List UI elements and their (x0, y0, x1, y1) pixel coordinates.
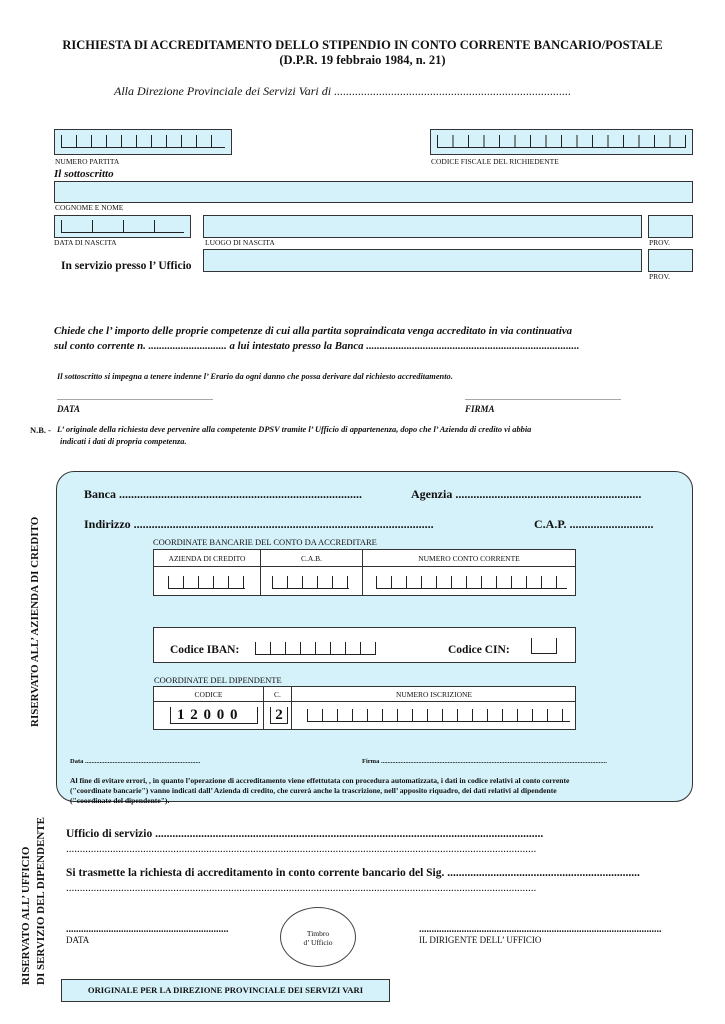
request-line-2: sul conto corrente n. ............................. a lui intestato presso la Banca ............................................................................... (54, 340, 580, 352)
numero-partita-field[interactable] (54, 129, 232, 155)
office-data-label: DATA (66, 935, 90, 945)
cab-input[interactable] (272, 576, 349, 589)
conto-input[interactable] (376, 576, 567, 589)
coord-bancarie-title: COORDINATE BANCARIE DEL CONTO DA ACCREDITARE (153, 537, 377, 547)
bank-data-line[interactable]: Data ....................................................................... (70, 758, 201, 765)
office-side-label-2: DI SERVIZIO DEL DIPENDENTE (35, 816, 47, 985)
bank-firma-line[interactable]: Firma ........................................................................................................................................... (362, 758, 607, 765)
coord-dip-table (153, 686, 576, 730)
impegno-text: Il sottoscritto si impegna a tenere indenne l’ Erario da ogni danno che possa derivare dal richiesto accreditamento. (57, 372, 453, 381)
trasmette-line[interactable]: Si trasmette la richiesta di accreditamento in conto corrente bancario del Sig. ................................................................... (66, 867, 640, 879)
codice-fiscale-label: CODICE FISCALE DEL RICHIEDENTE (431, 157, 559, 166)
numero-partita-label: NUMERO PARTITA (55, 157, 120, 166)
luogo-nascita-label: LUOGO DI NASCITA (205, 238, 275, 247)
coord-bancarie-table (153, 549, 576, 596)
c-value: 2 (275, 707, 283, 723)
ufficio-field[interactable] (203, 249, 642, 272)
nb-line-2: indicati i dati di propria competenza. (60, 437, 187, 446)
dots-line-2: ........................................................................................................................................................................... (66, 882, 537, 894)
data-label: DATA (57, 404, 81, 414)
sottoscritto-label: Il sottoscritto (54, 168, 114, 180)
form-title: RICHIESTA DI ACCREDITAMENTO DELLO STIPENDIO IN CONTO CORRENTE BANCARIO/POSTALE (62, 38, 663, 52)
form-subtitle: (D.P.R. 19 febbraio 1984, n. 21) (279, 53, 446, 67)
cin-input[interactable] (531, 638, 557, 654)
azienda-input[interactable] (168, 576, 245, 589)
nb-line-1: L’ originale della richiesta deve pervenire alla competente DPSV tramite l’ Ufficio di appartenenza, dopo che l’ Azienda di credito vi abbia (57, 425, 532, 434)
coord-dip-title: COORDINATE DEL DIPENDENTE (154, 675, 282, 685)
col-azienda-header: AZIENDA DI CREDITO (168, 554, 246, 563)
dirigente-label: IL DIRIGENTE DELL’ UFFICIO (419, 935, 542, 945)
indirizzo-line[interactable]: Indirizzo .................................................................................................... (84, 517, 434, 531)
addressee-line: Alla Direzione Provinciale dei Servizi Vari di ............................................................................... (114, 84, 572, 98)
firma-label: FIRMA (465, 404, 495, 414)
cap-line[interactable]: C.A.P. ............................ (534, 517, 654, 531)
prov-nascita-field[interactable] (648, 215, 693, 238)
luogo-nascita-field[interactable] (203, 215, 642, 238)
data-nascita-field[interactable] (54, 215, 191, 238)
bank-side-label: RISERVATO ALL’ AZIENDA DI CREDITO (29, 516, 41, 727)
data-nascita-label: DATA DI NASCITA (54, 238, 117, 247)
col-cab-header: C.A.B. (300, 554, 323, 563)
cognome-nome-field[interactable] (54, 181, 693, 203)
codice-input[interactable] (170, 707, 258, 724)
cognome-nome-label: COGNOME E NOME (55, 203, 124, 212)
col-c-header: C. (274, 690, 281, 699)
prov-ufficio-label: PROV. (649, 272, 670, 281)
office-side-label-1: RISERVATO ALL’ UFFICIO (20, 846, 32, 985)
servizio-label: In servizio presso l’ Ufficio (61, 260, 192, 272)
firma-dots: .............................................................................. (465, 393, 621, 402)
prov-ufficio-field[interactable] (648, 249, 693, 272)
codice-value: 1 2 0 0 0 (177, 707, 239, 723)
agenzia-line[interactable]: Agenzia .............................................................. (411, 487, 642, 501)
nb-prefix: N.B. - (30, 425, 52, 435)
timbro-line-1: Timbro (306, 929, 330, 938)
ufficio-servizio-line[interactable]: Ufficio di servizio ....................................................................................................................................... (66, 828, 544, 840)
timbro-stamp (280, 907, 356, 967)
col-conto-header: NUMERO CONTO CORRENTE (418, 554, 520, 563)
office-data-dots[interactable]: ................................................................. (66, 924, 229, 935)
cin-label: Codice CIN: (448, 644, 510, 656)
c-input[interactable] (270, 707, 288, 724)
footer-banner: ORIGINALE PER LA DIREZIONE PROVINCIALE DEI SERVIZI VARI (61, 979, 390, 1002)
codice-fiscale-field[interactable] (430, 129, 693, 155)
note-line-1: Al fine di evitare errori, , in quanto l’operazione di accreditamento viene effettutata con procedura automatizzata, i dati in codice relativi al conto corrente (70, 776, 570, 785)
iban-input[interactable] (255, 642, 376, 655)
iscrizione-input[interactable] (307, 709, 570, 722)
request-line-1: Chiede che l’ importo delle proprie competenze di cui alla partita sopraindicata venga accreditato in via continuativa (54, 325, 573, 337)
iban-label: Codice IBAN: (170, 644, 240, 656)
note-line-2: ("coordinate bancarie") vanno indicati dall’ Azienda di credito, che curerà anche la trascrizione, nell’ apposito riquadro, dei dati relativi al dipendente (70, 786, 557, 795)
dots-line-1: ........................................................................................................................................................................... (66, 843, 537, 855)
dirigente-dots[interactable]: ................................................................................................. (419, 924, 662, 935)
col-codice-header: CODICE (194, 690, 223, 699)
banca-line[interactable]: Banca ................................................................................. (84, 487, 363, 501)
col-iscrizione-header: NUMERO ISCRIZIONE (395, 690, 473, 699)
iban-box (153, 627, 576, 663)
data-dots: .............................................................................. (57, 393, 213, 402)
timbro-line-2: d’ Ufficio (303, 938, 333, 947)
prov-nascita-label: PROV. (649, 238, 670, 247)
note-line-3: ("coordinate del dipendente"). (70, 796, 170, 805)
